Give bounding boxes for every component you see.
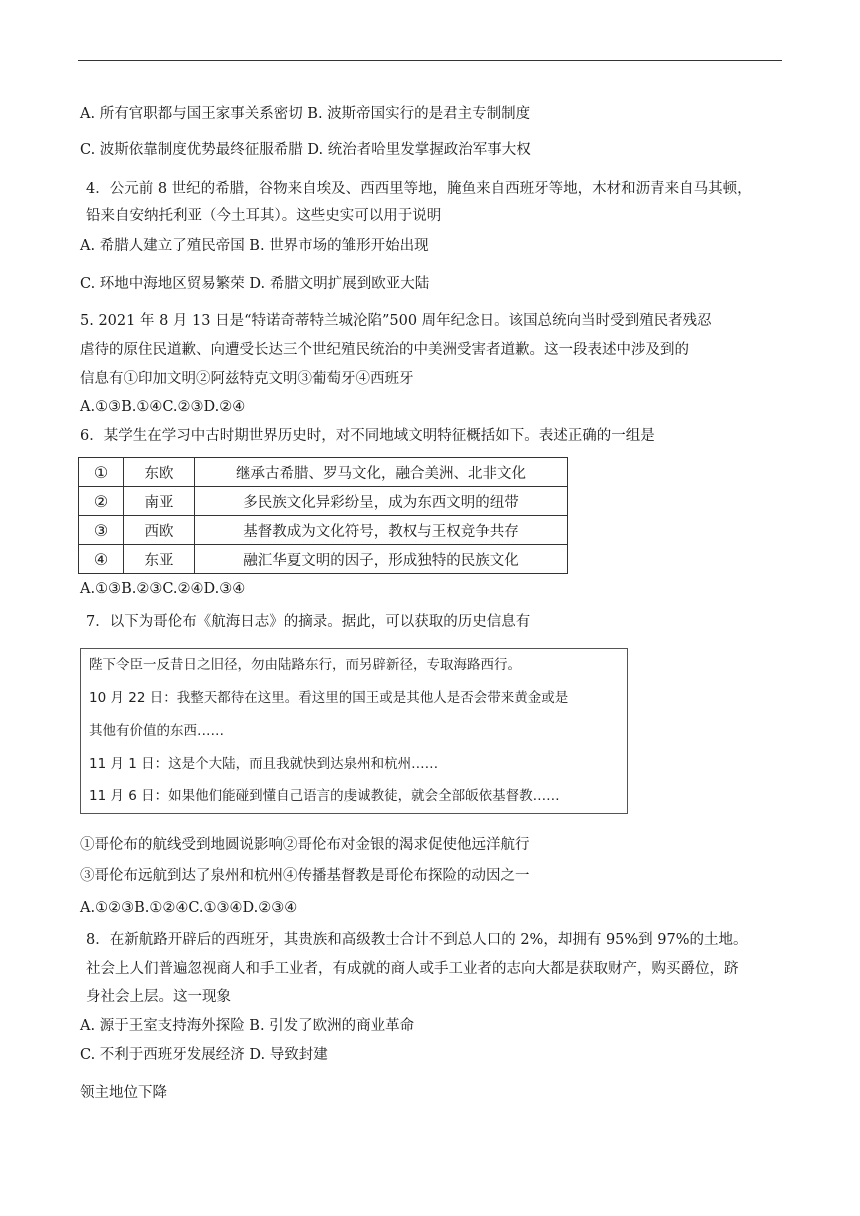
q8-stem-line1: 8．在新航路开辟后的西班牙，其贵族和高级教士合计不到总人口的 2%，却拥有 95%到 97%的土地。 bbox=[86, 932, 748, 948]
row-region: 西欧 bbox=[124, 516, 195, 545]
row-number: ④ bbox=[79, 545, 124, 574]
q4-stem-line1: 4．公元前 8 世纪的希腊，谷物来自埃及、西西里等地，腌鱼来自西班牙等地，木材和沥青来自马其顿， bbox=[86, 181, 752, 197]
row-region: 东亚 bbox=[124, 545, 195, 574]
q8-options-line2: C. 不利于西班牙发展经济 D. 导致封建 bbox=[80, 1047, 328, 1063]
q8-stem-line2: 社会上人们普遍忽视商人和手工业者，有成就的商人或手工业者的志向大都是获取财产，购买爵位，跻 bbox=[86, 961, 739, 977]
header-rule bbox=[78, 60, 782, 61]
row-number: ② bbox=[79, 487, 124, 516]
row-description: 融汇华夏文明的因子，形成独特的民族文化 bbox=[195, 545, 568, 574]
log-excerpt-line: 其他有价值的东西…… bbox=[89, 723, 224, 739]
q7-statements-line1: ①哥伦布的航线受到地圆说影响②哥伦布对金银的渴求促使他远洋航行 bbox=[80, 837, 530, 853]
civilization-table bbox=[78, 457, 568, 574]
row-number: ① bbox=[79, 458, 124, 487]
row-description: 多民族文化异彩纷呈，成为东西文明的纽带 bbox=[195, 487, 568, 516]
row-region: 南亚 bbox=[124, 487, 195, 516]
row-description: 继承古希腊、罗马文化，融合美洲、北非文化 bbox=[195, 458, 568, 487]
q5-stem-line1: 5. 2021 年 8 月 13 日是“特诺奇蒂特兰城沦陷”500 周年纪念日。该国总统向当时受到殖民者残忍 bbox=[80, 313, 712, 329]
q4-options-line1: A. 希腊人建立了殖民帝国 B. 世界市场的雏形开始出现 bbox=[80, 238, 429, 254]
row-number: ③ bbox=[79, 516, 124, 545]
log-excerpt-line: 10 月 22 日：我整天都待在这里。看这里的国王或是其他人是否会带来黄金或是 bbox=[89, 690, 569, 706]
q7-options: A.①②③B.①②④C.①③④D.②③④ bbox=[80, 900, 298, 916]
table-row bbox=[79, 458, 568, 487]
table-row bbox=[79, 516, 568, 545]
row-region: 东欧 bbox=[124, 458, 195, 487]
q4-options-line2: C. 环地中海地区贸易繁荣 D. 希腊文明扩展到欧亚大陆 bbox=[80, 276, 430, 292]
log-excerpt-line: 11 月 1 日：这是个大陆，而且我就快到达泉州和杭州…… bbox=[89, 756, 439, 772]
q3-options-line2: C. 波斯依靠制度优势最终征服希腊 D. 统治者哈里发掌握政治军事大权 bbox=[80, 142, 531, 158]
q8-options-line3: 领主地位下降 bbox=[80, 1085, 167, 1101]
log-excerpt-line: 陛下令臣一反昔日之旧径，勿由陆路东行，而另辟新径，专取海路西行。 bbox=[89, 657, 521, 673]
log-excerpt-box bbox=[80, 648, 628, 814]
q8-stem-line3: 身社会上层。这一现象 bbox=[86, 989, 231, 1005]
q7-statements-line2: ③哥伦布远航到达了泉州和杭州④传播基督教是哥伦布探险的动因之一 bbox=[80, 868, 530, 884]
q6-options: A.①③B.②③C.②④D.③④ bbox=[80, 581, 246, 597]
table-row bbox=[79, 487, 568, 516]
row-description: 基督教成为文化符号，教权与王权竞争共存 bbox=[195, 516, 568, 545]
q4-stem-line2: 铅来自安纳托利亚（今土耳其）。这些史实可以用于说明 bbox=[86, 208, 442, 224]
q5-stem-line3: 信息有①印加文明②阿兹特克文明③葡萄牙④西班牙 bbox=[80, 371, 414, 387]
q8-options-line1: A. 源于王室支持海外探险 B. 引发了欧洲的商业革命 bbox=[80, 1018, 415, 1034]
q5-options: A.①③B.①④C.②③D.②④ bbox=[80, 399, 246, 415]
log-excerpt-line: 11 月 6 日：如果他们能碰到懂自己语言的虔诚教徒，就会全部皈依基督教…… bbox=[89, 788, 560, 804]
q7-stem: 7．以下为哥伦布《航海日志》的摘录。据此，可以获取的历史信息有 bbox=[86, 614, 531, 630]
q6-stem: 6．某学生在学习中古时期世界历史时，对不同地域文明特征概括如下。表述正确的一组是 bbox=[80, 428, 655, 444]
q5-stem-line2: 虐待的原住民道歉、向遭受长达三个世纪殖民统治的中美洲受害者道歉。这一段表述中涉及到的 bbox=[80, 342, 689, 358]
table-row bbox=[79, 545, 568, 574]
q3-options-line1: A. 所有官职都与国王家事关系密切 B. 波斯帝国实行的是君主专制制度 bbox=[80, 106, 531, 122]
